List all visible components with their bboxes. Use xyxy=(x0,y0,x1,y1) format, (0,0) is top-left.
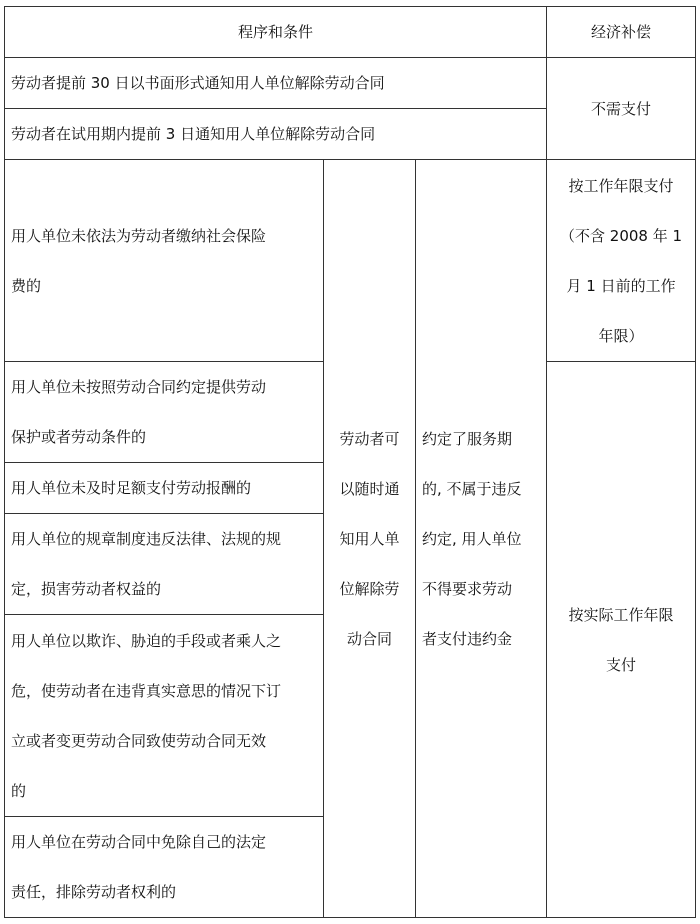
text-line: 费的 xyxy=(11,276,42,295)
row-probation-notice: 劳动者在试用期内提前 3 日通知用人单位解除劳动合同 xyxy=(5,109,547,160)
row-unpaid-wages: 用人单位未及时足额支付劳动报酬的 xyxy=(5,463,324,514)
text-line: 约定了服务期 xyxy=(422,429,513,448)
row-30-day-notice: 劳动者提前 30 日以书面形式通知用人单位解除劳动合同 xyxy=(5,58,547,109)
text-line: 用人单位未按照劳动合同约定提供劳动 xyxy=(11,378,267,396)
text-line: 危，使劳动者在违背真实意思的情况下订 xyxy=(11,681,282,700)
text-line: 位解除劳 xyxy=(339,579,400,598)
header-row xyxy=(5,7,696,58)
text-line: 年限） xyxy=(598,326,644,345)
text-line: 的, 不属于违反 xyxy=(422,479,522,498)
text-line: 立或者变更劳动合同致使劳动合同无效 xyxy=(11,731,267,750)
text-line: 用人单位以欺诈、胁迫的手段或者乘人之 xyxy=(11,631,282,650)
text-line: 不得要求劳动 xyxy=(422,579,513,598)
text-line: （不含 2008 年 1 xyxy=(560,226,683,245)
row-labor-protection xyxy=(5,362,324,463)
text-line: 者支付违约金 xyxy=(422,629,513,648)
text-line: 月 1 日前的工作 xyxy=(566,276,676,295)
table-row xyxy=(5,58,696,109)
no-pay-cell: 不需支付 xyxy=(547,58,696,160)
row-exemption-clause xyxy=(5,817,324,918)
row-illegal-rules xyxy=(5,514,324,615)
text-line: 用人单位的规章制度违反法律、法规的规 xyxy=(11,530,282,548)
text-line: 定，损害劳动者权益的 xyxy=(11,580,162,598)
table-row xyxy=(5,160,696,362)
text-line: 支付 xyxy=(606,655,637,674)
text-line: 劳动者可 xyxy=(339,429,400,448)
text-line: 用人单位在劳动合同中免除自己的法定 xyxy=(11,833,267,851)
text-line: 约定, 用人单位 xyxy=(422,529,522,548)
text-line: 用人单位未依法为劳动者缴纳社会保险 xyxy=(11,226,267,245)
text-line: 以随时通 xyxy=(339,479,400,498)
pay-years-cell xyxy=(547,160,696,362)
notice-cell xyxy=(324,160,416,918)
compensation-table xyxy=(4,6,696,918)
text-line: 动合同 xyxy=(346,629,392,648)
text-line: 的 xyxy=(11,781,27,800)
text-line: 保护或者劳动条件的 xyxy=(11,428,147,446)
actual-pay-cell xyxy=(547,362,696,918)
row-fraud-coercion xyxy=(5,615,324,817)
row-social-insurance xyxy=(5,160,324,362)
header-compensation: 经济补偿 xyxy=(547,7,696,58)
text-line: 按工作年限支付 xyxy=(568,176,674,195)
text-line: 知用人单 xyxy=(339,529,400,548)
header-procedure: 程序和条件 xyxy=(5,7,547,58)
text-line: 按实际工作年限 xyxy=(568,605,674,624)
service-period-cell xyxy=(416,160,547,918)
text-line: 责任，排除劳动者权利的 xyxy=(11,883,177,901)
